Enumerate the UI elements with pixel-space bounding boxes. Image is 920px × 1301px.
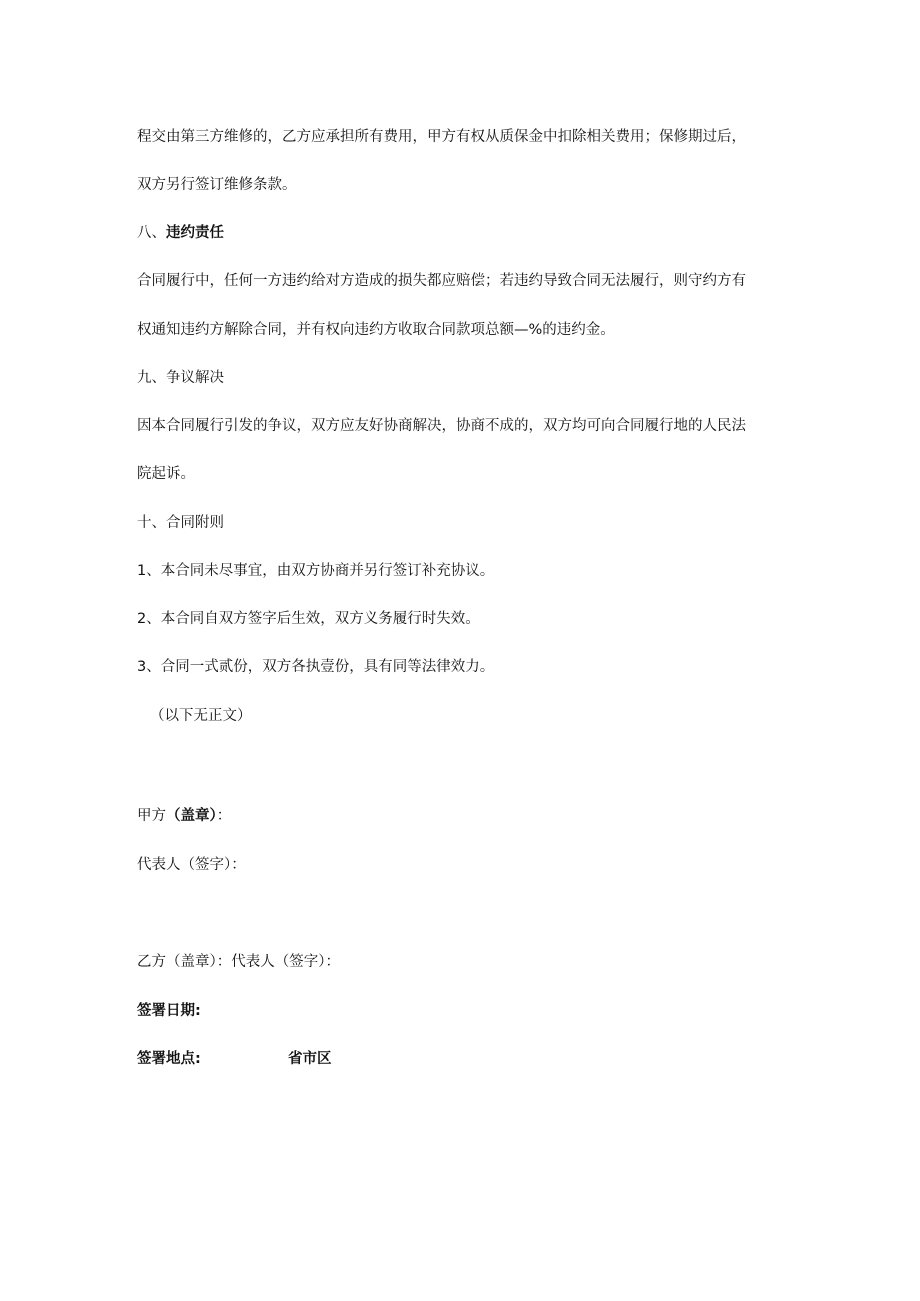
clause-item: 3、合同一式贰份，双方各执壹份，具有同等法律效力。	[137, 659, 495, 675]
paragraph-line: 程交由第三方维修的，乙方应承担所有费用，甲方有权从质保金中扣除相关费用；保修期过后，	[137, 129, 746, 145]
party-a-seal-line	[137, 806, 231, 826]
sign-place-value: 省市区	[288, 1051, 332, 1067]
end-note: （以下无正文）	[150, 708, 252, 724]
section-title: 违约责任	[166, 225, 224, 241]
section-heading	[137, 223, 224, 243]
party-a-seal: （盖章）	[166, 808, 217, 824]
clause-item: 2、本合同自双方签字后生效，双方义务履行时失效。	[137, 611, 480, 627]
paragraph-line: 权通知违约方解除合同，并有权向违约方收取合同款项总额—%的违约金。	[137, 322, 615, 338]
section-number: 八、	[137, 225, 166, 241]
paragraph-line: 院起诉。	[137, 466, 195, 482]
party-a-label: 甲方	[137, 808, 166, 824]
paragraph-line: 因本合同履行引发的争议，双方应友好协商解决，协商不成的，双方均可向合同履行地的人民法	[137, 418, 746, 434]
party-a-colon: ：	[216, 808, 232, 824]
sign-date-label: 签署日期:	[137, 1003, 201, 1019]
party-a-representative: 代表人（签字）：	[137, 857, 246, 873]
paragraph-line: 合同履行中，任何一方违约给对方造成的损失都应赔偿；若违约导致合同无法履行，则守约方有	[137, 273, 746, 289]
section-heading: 九、争议解决	[137, 370, 224, 386]
section-heading: 十、合同附则	[137, 515, 224, 531]
sign-place-label: 签署地点:	[137, 1051, 201, 1067]
paragraph-line: 双方另行签订维修条款。	[137, 177, 297, 193]
party-b-line: 乙方（盖章）：代表人（签字）：	[137, 954, 340, 970]
clause-item: 1、本合同未尽事宜，由双方协商并另行签订补充协议。	[137, 563, 495, 579]
